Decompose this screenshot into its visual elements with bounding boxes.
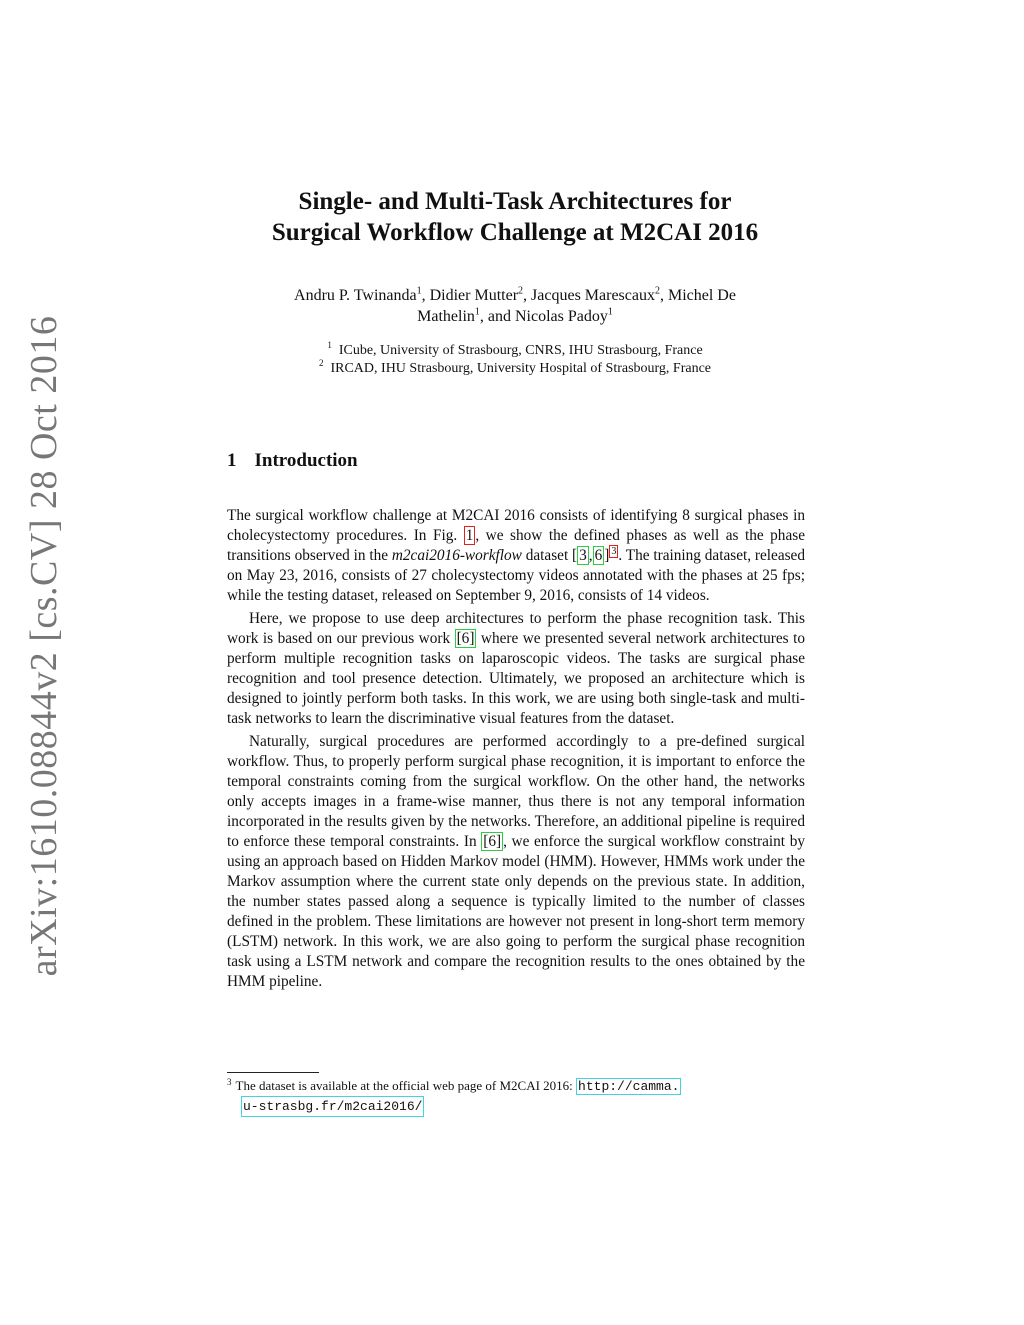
title-line-1: Single- and Multi-Task Architectures for — [298, 188, 732, 215]
citation-link-6[interactable]: [6] — [483, 833, 502, 850]
paragraph-3 — [227, 732, 805, 992]
author-2: , Didier Mutter — [421, 287, 519, 304]
para1-text-c: dataset [ — [521, 547, 578, 564]
affiliations — [200, 342, 830, 378]
author-3: , Jacques Marescaux — [523, 287, 655, 304]
citation-link-6[interactable]: 6 — [594, 547, 603, 564]
affiliation-2 — [200, 360, 830, 378]
dataset-name: m2cai2016-workflow — [391, 547, 522, 564]
affiliation-1-text: ICube, University of Strasbourg, CNRS, IHU Strasbourg, France — [338, 343, 703, 358]
arxiv-identifier-stamp: arXiv:1610.08844v2 [cs.CV] 28 Oct 2016 — [23, 315, 65, 977]
affiliation-2-number: 2 — [318, 358, 324, 369]
footnote — [227, 1076, 807, 1117]
paper-title — [200, 186, 830, 248]
para2-text-a: Here, we propose to use deep architectures to perform the phase recognition task. This work is based on our previous work — [227, 610, 805, 647]
author-1: Andru P. Twinanda — [294, 287, 417, 304]
footnote-text: The dataset is available at the official web page of M2CAI 2016: — [235, 1078, 577, 1093]
author-1-affil: 1 — [416, 285, 422, 297]
citation-link-6[interactable]: [6] — [456, 630, 475, 647]
author-5-affil: 1 — [607, 306, 613, 318]
dataset-url-link[interactable]: http://camma. — [578, 1079, 680, 1094]
section-number: 1 — [227, 450, 237, 471]
affiliation-1-number: 1 — [327, 340, 332, 351]
author-4-affil: 1 — [474, 306, 480, 318]
para2-text-b: where we presented several network architectures to perform multiple recognition tasks on laparoscopic videos. The tasks are surgical phase recognition and tool presence detection. Ultimately, we proposed an architecture which is designed to jointly perform both tasks. In this work, we are using both single-task and multi-task networks to learn the discriminative visual features from the dataset. — [227, 630, 806, 727]
paragraph-1 — [227, 506, 805, 606]
body-text — [227, 506, 805, 995]
para1-text-d: . The training dataset, released on May 23, 2016, consists of 27 cholecystectomy videos annotated with the phases at 25 fps; while the testing dataset, released on September 9, 2016, consists of 14 videos. — [227, 547, 805, 604]
title-line-2: Surgical Workflow Challenge at M2CAI 2016 — [271, 219, 759, 246]
author-4-cont: Mathelin — [417, 308, 475, 325]
para3-text-a: Naturally, surgical procedures are performed accordingly to a pre-defined surgical workflow. Thus, to properly perform surgical phase recognition, it is important to enforce the temporal constraints coming from the surgical workflow. On the other hand, the networks only accepts images in a frame-wise manner, thus there is not any temporal information incorporated in the results given by the networks. Therefore, an additional pipeline is required to enforce these temporal constraints. In — [227, 733, 805, 850]
footnote-mark: 3 — [227, 1076, 232, 1087]
para1-comma: , — [588, 547, 593, 564]
para1-bracket: ] — [604, 547, 610, 564]
dataset-url-link-cont[interactable]: u-strasbg.fr/m2cai2016/ — [241, 1096, 424, 1117]
para3-text-b: , we enforce the surgical workflow constraint by using an approach based on Hidden Markov model (HMM). However, HMMs work under the Markov assumption where the current state only depends on the previous state. In addition, the number states passed along a sequence is typically limited to the number of classes defined in the problem. These limitations are however not present in long-short term memory (LSTM) network. In this work, we are also going to perform the surgical phase recognition task using a LSTM network and compare the recognition results to the ones obtained by the HMM pipeline. — [227, 833, 805, 990]
citation-link-3[interactable]: 3 — [579, 547, 587, 564]
author-2-affil: 2 — [518, 285, 524, 297]
section-heading-introduction — [227, 450, 358, 472]
figure-link[interactable]: 1 — [465, 527, 474, 544]
affiliation-2-text: IRCAD, IHU Strasbourg, University Hospital of Strasbourg, France — [330, 361, 712, 376]
footnote-link[interactable]: 3 — [611, 545, 617, 557]
para1-text-b: , we show the defined phases as well as the phase transitions observed in the — [227, 527, 805, 564]
author-5: , and Nicolas Padoy — [479, 308, 608, 325]
affiliation-1 — [200, 342, 830, 360]
section-title: Introduction — [254, 450, 358, 471]
para1-text-a: The surgical workflow challenge at M2CAI 2016 consists of identifying 8 surgical phases in cholecystectomy procedures. In Fig. — [227, 507, 805, 544]
footnote-divider — [227, 1072, 319, 1073]
author-3-affil: 2 — [654, 285, 660, 297]
author-list — [220, 285, 810, 327]
paragraph-2 — [227, 609, 805, 729]
author-4: , Michel De — [659, 287, 736, 304]
